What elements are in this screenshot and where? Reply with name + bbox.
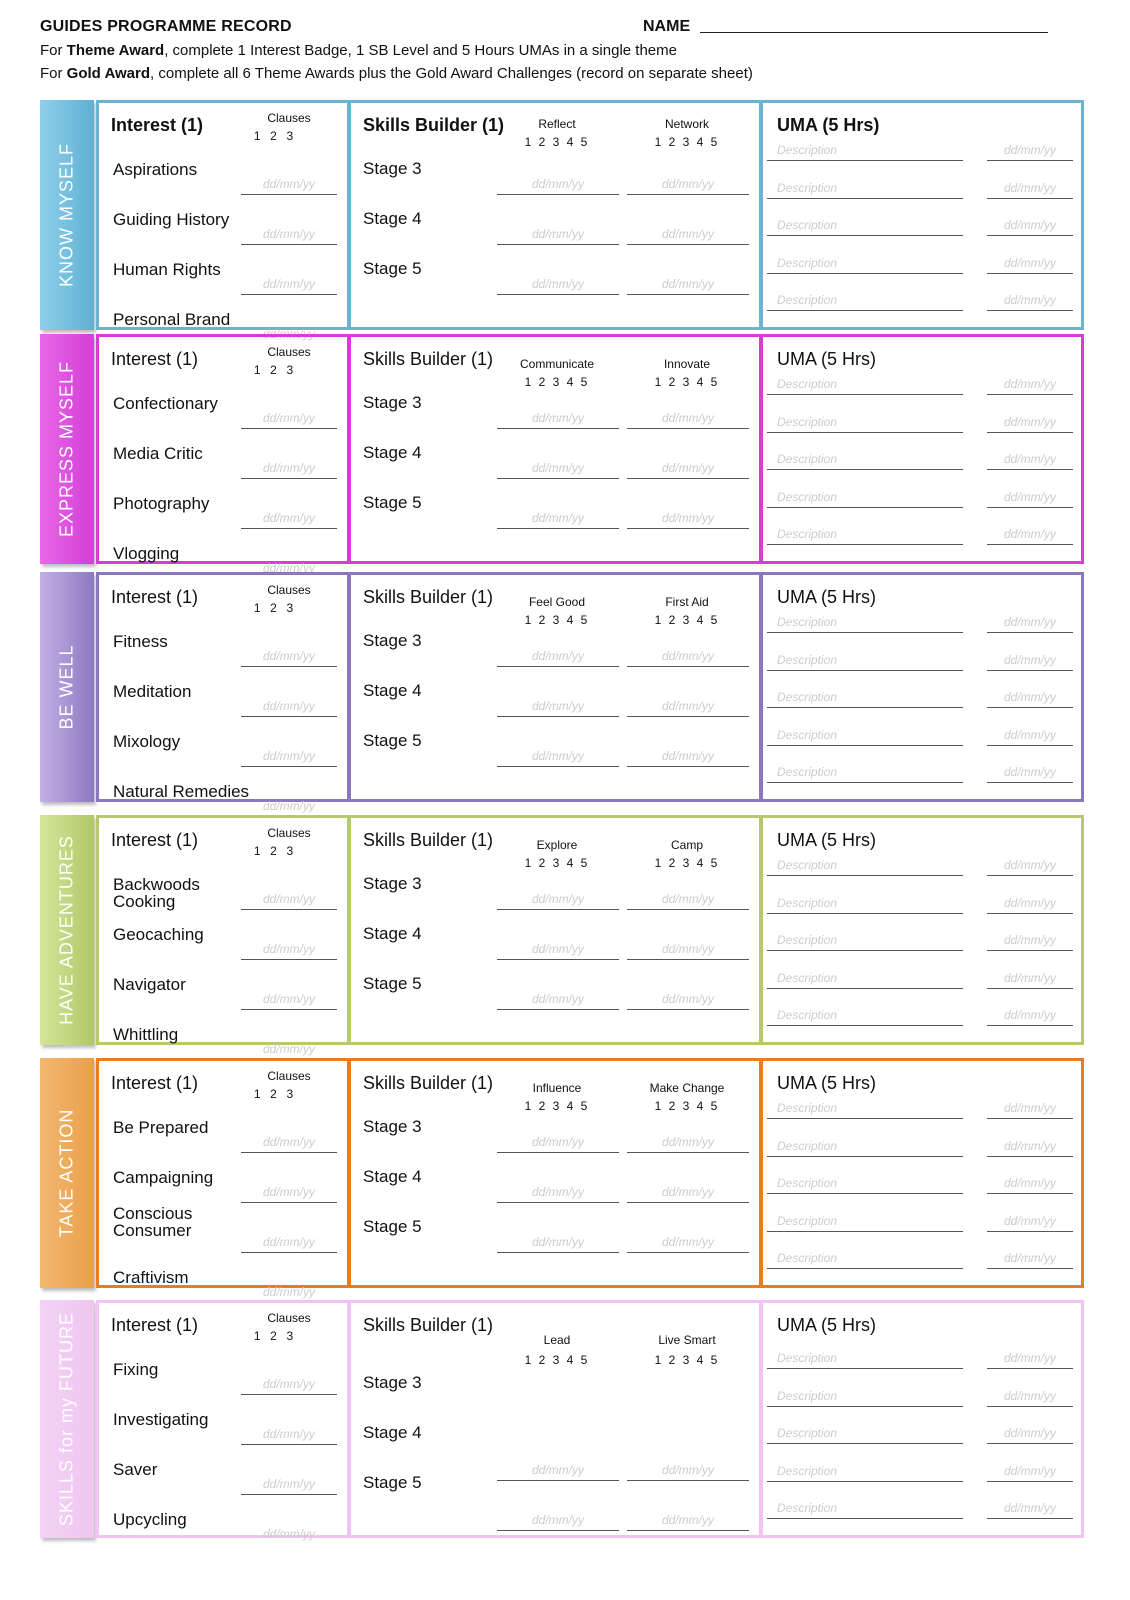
gold-award-instructions xyxy=(40,65,753,82)
date-field[interactable]: dd/mm/yy xyxy=(497,277,619,295)
uma-date-field[interactable]: dd/mm/yy xyxy=(987,933,1073,951)
uma-description-field[interactable]: Description xyxy=(767,653,963,671)
uma-description-field[interactable]: Description xyxy=(767,256,963,274)
skills-builder-panel xyxy=(348,334,762,564)
clauses-label: Clauses xyxy=(267,111,311,125)
uma-date-field[interactable]: dd/mm/yy xyxy=(987,1251,1073,1269)
date-field[interactable]: dd/mm/yy xyxy=(627,649,749,667)
uma-date-field[interactable]: dd/mm/yy xyxy=(987,218,1073,236)
theme-section xyxy=(40,1300,1084,1541)
interest-badge-name: Fixing xyxy=(113,1360,159,1379)
interest-badge-name: Whittling xyxy=(113,1025,179,1044)
skills-builder-panel xyxy=(348,1300,762,1538)
skills-builder-panel xyxy=(348,572,762,802)
date-field[interactable]: dd/mm/yy xyxy=(497,992,619,1010)
skill-name: Influence xyxy=(532,1081,582,1095)
uma-description-field[interactable]: Description xyxy=(767,1214,963,1232)
interest-badge-panel xyxy=(96,100,350,341)
stage-label: Stage 5 xyxy=(363,1217,422,1236)
interest-badge-panel xyxy=(96,815,350,1056)
date-field[interactable]: dd/mm/yy xyxy=(627,1135,749,1153)
date-field[interactable]: dd/mm/yy xyxy=(627,749,749,767)
clauses-label: Clauses xyxy=(267,1069,311,1083)
name-label: NAME xyxy=(643,18,691,35)
theme-tab xyxy=(40,815,94,1045)
text: For xyxy=(40,65,67,82)
uma-description-field[interactable]: Description xyxy=(767,690,963,708)
stage-label: Stage 3 xyxy=(363,393,422,412)
stage-label: Stage 4 xyxy=(363,681,422,700)
date-field[interactable]: dd/mm/yy xyxy=(241,649,337,667)
uma-panel xyxy=(760,1058,1084,1288)
date-field[interactable]: dd/mm/yy xyxy=(241,1135,337,1153)
date-field[interactable]: dd/mm/yy xyxy=(497,699,619,717)
interest-badge-name: Campaigning xyxy=(113,1168,214,1187)
date-field[interactable]: dd/mm/yy xyxy=(627,1185,749,1203)
clause-numbers: 1 2 3 xyxy=(253,1329,295,1343)
stage-label: Stage 3 xyxy=(363,874,422,893)
interest-badge-name: Natural Remedies xyxy=(113,782,250,801)
text: , complete 1 Interest Badge, 1 SB Level and 5 Hours UMAs in a single theme xyxy=(164,42,677,59)
skills-heading: Skills Builder (1) xyxy=(363,349,494,369)
date-field[interactable]: dd/mm/yy xyxy=(627,511,749,529)
theme-name: TAKE ACTION xyxy=(56,1108,77,1238)
date-field[interactable]: dd/mm/yy xyxy=(262,1527,315,1541)
date-field[interactable]: dd/mm/yy xyxy=(241,992,337,1010)
uma-date-field[interactable]: dd/mm/yy xyxy=(987,1008,1073,1026)
date-field[interactable]: dd/mm/yy xyxy=(241,227,337,245)
skill-name: Feel Good xyxy=(528,595,586,609)
date-field[interactable]: dd/mm/yy xyxy=(241,411,337,429)
date-field[interactable]: dd/mm/yy xyxy=(262,327,315,341)
uma-date-field[interactable]: dd/mm/yy xyxy=(987,690,1073,708)
text: For xyxy=(40,42,67,59)
interest-badge-name: Investigating xyxy=(113,1410,209,1429)
interest-badge-name: Craftivism xyxy=(113,1268,189,1287)
uma-description-field[interactable]: Description xyxy=(767,971,963,989)
date-field[interactable]: dd/mm/yy xyxy=(241,749,337,767)
uma-panel xyxy=(760,572,1084,802)
clause-numbers: 1 2 3 xyxy=(253,129,295,143)
date-field[interactable]: dd/mm/yy xyxy=(497,649,619,667)
date-field[interactable]: dd/mm/yy xyxy=(627,942,749,960)
interest-badge-name: Vlogging xyxy=(113,544,180,563)
stage-label: Stage 4 xyxy=(363,1423,422,1442)
date-field[interactable]: dd/mm/yy xyxy=(497,1513,619,1531)
stage-label: Stage 3 xyxy=(363,1373,422,1392)
stage-numbers: 1 2 3 4 5 xyxy=(654,613,720,627)
skill-name: Live Smart xyxy=(658,1333,716,1347)
date-field[interactable]: dd/mm/yy xyxy=(627,411,749,429)
uma-date-field[interactable]: dd/mm/yy xyxy=(987,1351,1073,1369)
interest-badge-panel xyxy=(96,334,350,575)
clauses-label: Clauses xyxy=(267,583,311,597)
uma-date-field[interactable]: dd/mm/yy xyxy=(987,615,1073,633)
date-field[interactable]: dd/mm/yy xyxy=(627,461,749,479)
uma-description-field[interactable]: Description xyxy=(767,1389,963,1407)
clauses-label: Clauses xyxy=(267,826,311,840)
stage-label: Stage 3 xyxy=(363,631,422,650)
stage-numbers: 1 2 3 4 5 xyxy=(524,856,590,870)
date-field[interactable]: dd/mm/yy xyxy=(241,511,337,529)
skill-name: Make Change xyxy=(649,1081,725,1095)
stage-numbers: 1 2 3 4 5 xyxy=(654,135,720,149)
date-field[interactable]: dd/mm/yy xyxy=(241,942,337,960)
gold-award-term: Gold Award xyxy=(66,65,151,82)
uma-panel xyxy=(760,815,1084,1045)
stage-label: Stage 3 xyxy=(363,159,422,178)
date-field[interactable]: dd/mm/yy xyxy=(627,699,749,717)
stage-label: Stage 4 xyxy=(363,443,422,462)
date-field[interactable]: dd/mm/yy xyxy=(241,277,337,295)
date-field[interactable]: dd/mm/yy xyxy=(241,461,337,479)
stage-label: Stage 5 xyxy=(363,493,422,512)
uma-description-field[interactable]: Description xyxy=(767,1008,963,1026)
interest-badge-name: Geocaching xyxy=(113,925,204,944)
uma-description-field[interactable]: Description xyxy=(767,896,963,914)
uma-date-field[interactable]: dd/mm/yy xyxy=(987,971,1073,989)
uma-description-field[interactable]: Description xyxy=(767,293,963,311)
uma-date-field[interactable]: dd/mm/yy xyxy=(987,256,1073,274)
date-field[interactable]: dd/mm/yy xyxy=(241,892,337,910)
date-field[interactable]: dd/mm/yy xyxy=(627,1235,749,1253)
date-field[interactable]: dd/mm/yy xyxy=(627,227,749,245)
stage-numbers: 1 2 3 4 5 xyxy=(654,1353,720,1367)
date-field[interactable]: dd/mm/yy xyxy=(241,1477,337,1495)
date-field[interactable]: dd/mm/yy xyxy=(627,892,749,910)
uma-description-field[interactable]: Description xyxy=(767,1251,963,1269)
uma-date-field[interactable]: dd/mm/yy xyxy=(987,452,1073,470)
date-field[interactable]: dd/mm/yy xyxy=(497,177,619,195)
uma-heading: UMA (5 Hrs) xyxy=(777,349,876,369)
skill-name: Camp xyxy=(670,838,703,852)
theme-name: SKILLS for my FUTURE xyxy=(56,1311,77,1527)
skill-name: First Aid xyxy=(665,595,709,609)
interest-badge-name: Aspirations xyxy=(113,160,198,179)
theme-name: EXPRESS MYSELF xyxy=(56,360,77,538)
uma-date-field[interactable]: dd/mm/yy xyxy=(987,1501,1073,1519)
date-field[interactable]: dd/mm/yy xyxy=(262,799,315,813)
stage-label: Stage 4 xyxy=(363,1167,422,1186)
interest-badge-name: Navigator xyxy=(113,975,186,994)
uma-date-field[interactable]: dd/mm/yy xyxy=(987,1389,1073,1407)
interest-badge-name: Backwoods Cooking xyxy=(113,875,200,911)
stage-numbers: 1 2 3 4 5 xyxy=(524,135,590,149)
date-field[interactable]: dd/mm/yy xyxy=(497,1135,619,1153)
uma-description-field[interactable]: Description xyxy=(767,181,963,199)
uma-date-field[interactable]: dd/mm/yy xyxy=(987,527,1073,545)
date-field[interactable]: dd/mm/yy xyxy=(241,1377,337,1395)
interest-badge-name: Fitness xyxy=(113,632,168,651)
interest-badge-name: Meditation xyxy=(113,682,192,701)
date-field[interactable]: dd/mm/yy xyxy=(627,1513,749,1531)
theme-award-term: Theme Award xyxy=(66,42,165,59)
uma-heading: UMA (5 Hrs) xyxy=(777,115,880,135)
stage-label: Stage 5 xyxy=(363,731,422,750)
uma-panel xyxy=(760,1300,1084,1538)
skills-builder-panel xyxy=(348,1058,762,1288)
skills-heading: Skills Builder (1) xyxy=(363,115,505,135)
uma-description-field[interactable]: Description xyxy=(767,1426,963,1444)
stage-numbers: 1 2 3 4 5 xyxy=(654,375,720,389)
uma-description-field[interactable]: Description xyxy=(767,527,963,545)
theme-name: HAVE ADVENTURES xyxy=(56,835,77,1025)
uma-description-field[interactable]: Description xyxy=(767,1464,963,1482)
interest-badge-name: Upcycling xyxy=(113,1510,187,1529)
theme-award-instructions xyxy=(40,42,677,59)
stage-numbers: 1 2 3 4 5 xyxy=(524,1099,590,1113)
interest-heading: Interest (1) xyxy=(111,1073,199,1093)
uma-description-field[interactable]: Description xyxy=(767,1101,963,1119)
interest-heading: Interest (1) xyxy=(111,587,199,607)
date-field[interactable]: dd/mm/yy xyxy=(497,1235,619,1253)
theme-section xyxy=(40,1058,1084,1299)
interest-badge-name: Guiding History xyxy=(113,210,230,229)
uma-date-field[interactable]: dd/mm/yy xyxy=(987,143,1073,161)
date-field[interactable]: dd/mm/yy xyxy=(241,1427,337,1445)
uma-date-field[interactable]: dd/mm/yy xyxy=(987,896,1073,914)
uma-date-field[interactable]: dd/mm/yy xyxy=(987,1139,1073,1157)
uma-date-field[interactable]: dd/mm/yy xyxy=(987,653,1073,671)
clause-numbers: 1 2 3 xyxy=(253,363,295,377)
uma-description-field[interactable]: Description xyxy=(767,377,963,395)
uma-description-field[interactable]: Description xyxy=(767,1176,963,1194)
theme-tab xyxy=(40,1300,94,1538)
document-title: GUIDES PROGRAMME RECORD xyxy=(40,18,292,35)
date-field[interactable]: dd/mm/yy xyxy=(627,992,749,1010)
uma-heading: UMA (5 Hrs) xyxy=(777,1315,876,1335)
uma-date-field[interactable]: dd/mm/yy xyxy=(987,377,1073,395)
stage-numbers: 1 2 3 4 5 xyxy=(524,1353,590,1367)
date-field[interactable]: dd/mm/yy xyxy=(627,1463,749,1481)
interest-badge-panel xyxy=(96,572,350,813)
uma-description-field[interactable]: Description xyxy=(767,615,963,633)
clauses-label: Clauses xyxy=(267,1311,311,1325)
theme-section xyxy=(40,100,1084,341)
skill-name: Network xyxy=(664,117,709,131)
date-field[interactable]: dd/mm/yy xyxy=(497,411,619,429)
name-field[interactable] xyxy=(700,32,1048,33)
date-field[interactable]: dd/mm/yy xyxy=(497,1463,619,1481)
uma-date-field[interactable]: dd/mm/yy xyxy=(987,1464,1073,1482)
date-field[interactable]: dd/mm/yy xyxy=(241,1185,337,1203)
skill-name: Communicate xyxy=(519,357,595,371)
uma-description-field[interactable]: Description xyxy=(767,1501,963,1519)
clause-numbers: 1 2 3 xyxy=(253,844,295,858)
interest-badge-name: Mixology xyxy=(113,732,181,751)
uma-description-field[interactable]: Description xyxy=(767,1139,963,1157)
theme-name: KNOW MYSELF xyxy=(56,142,77,288)
stage-label: Stage 5 xyxy=(363,1473,422,1492)
date-field[interactable]: dd/mm/yy xyxy=(262,1042,315,1056)
date-field[interactable]: dd/mm/yy xyxy=(262,561,315,575)
skills-builder-panel xyxy=(348,100,762,330)
skill-name: Innovate xyxy=(663,357,711,371)
stage-numbers: 1 2 3 4 5 xyxy=(524,613,590,627)
stage-numbers: 1 2 3 4 5 xyxy=(524,375,590,389)
skill-name: Explore xyxy=(536,838,578,852)
clause-numbers: 1 2 3 xyxy=(253,601,295,615)
uma-description-field[interactable]: Description xyxy=(767,415,963,433)
uma-description-field[interactable]: Description xyxy=(767,933,963,951)
uma-date-field[interactable]: dd/mm/yy xyxy=(987,858,1073,876)
uma-date-field[interactable]: dd/mm/yy xyxy=(987,181,1073,199)
interest-badge-name: Conscious Consumer xyxy=(113,1204,193,1240)
uma-description-field[interactable]: Description xyxy=(767,490,963,508)
clauses-label: Clauses xyxy=(267,345,311,359)
text: , complete all 6 Theme Awards plus the Gold Award Challenges (record on separate sheet) xyxy=(150,65,753,82)
theme-tab xyxy=(40,334,94,564)
date-field[interactable]: dd/mm/yy xyxy=(497,1185,619,1203)
uma-panel xyxy=(760,100,1084,330)
interest-heading: Interest (1) xyxy=(111,115,204,135)
stage-label: Stage 5 xyxy=(363,259,422,278)
stage-numbers: 1 2 3 4 5 xyxy=(654,856,720,870)
date-field[interactable]: dd/mm/yy xyxy=(497,749,619,767)
stage-label: Stage 3 xyxy=(363,1117,422,1136)
theme-section xyxy=(40,572,1084,813)
uma-heading: UMA (5 Hrs) xyxy=(777,587,876,607)
uma-panel xyxy=(760,334,1084,564)
skills-heading: Skills Builder (1) xyxy=(363,1315,494,1335)
interest-heading: Interest (1) xyxy=(111,349,199,369)
date-field[interactable]: dd/mm/yy xyxy=(497,461,619,479)
date-field[interactable]: dd/mm/yy xyxy=(241,699,337,717)
theme-tab xyxy=(40,572,94,802)
date-field[interactable]: dd/mm/yy xyxy=(627,177,749,195)
stage-label: Stage 4 xyxy=(363,209,422,228)
skill-name: Lead xyxy=(543,1333,571,1347)
uma-description-field[interactable]: Description xyxy=(767,858,963,876)
interest-badge-panel xyxy=(96,1300,350,1541)
interest-badge-name: Be Prepared xyxy=(113,1118,209,1137)
theme-tab xyxy=(40,100,94,330)
stage-label: Stage 4 xyxy=(363,924,422,943)
date-field[interactable]: dd/mm/yy xyxy=(241,1235,337,1253)
uma-date-field[interactable]: dd/mm/yy xyxy=(987,490,1073,508)
stage-label: Stage 5 xyxy=(363,974,422,993)
uma-description-field[interactable]: Description xyxy=(767,218,963,236)
uma-description-field[interactable]: Description xyxy=(767,765,963,783)
date-field[interactable]: dd/mm/yy xyxy=(627,277,749,295)
uma-heading: UMA (5 Hrs) xyxy=(777,830,876,850)
uma-description-field[interactable]: Description xyxy=(767,143,963,161)
interest-badge-name: Media Critic xyxy=(113,444,203,463)
skills-heading: Skills Builder (1) xyxy=(363,587,494,607)
theme-name: BE WELL xyxy=(56,644,77,730)
theme-section xyxy=(40,815,1084,1056)
date-field[interactable]: dd/mm/yy xyxy=(497,892,619,910)
interest-badge-panel xyxy=(96,1058,350,1299)
date-field[interactable]: dd/mm/yy xyxy=(262,1285,315,1299)
uma-date-field[interactable]: dd/mm/yy xyxy=(987,1176,1073,1194)
uma-description-field[interactable]: Description xyxy=(767,452,963,470)
date-field[interactable]: dd/mm/yy xyxy=(497,511,619,529)
uma-date-field[interactable]: dd/mm/yy xyxy=(987,728,1073,746)
uma-date-field[interactable]: dd/mm/yy xyxy=(987,1101,1073,1119)
interest-heading: Interest (1) xyxy=(111,830,199,850)
uma-heading: UMA (5 Hrs) xyxy=(777,1073,876,1093)
interest-badge-name: Saver xyxy=(113,1460,158,1479)
uma-date-field[interactable]: dd/mm/yy xyxy=(987,1214,1073,1232)
uma-date-field[interactable]: dd/mm/yy xyxy=(987,1426,1073,1444)
date-field[interactable]: dd/mm/yy xyxy=(241,177,337,195)
theme-section xyxy=(40,334,1084,575)
theme-tab xyxy=(40,1058,94,1288)
skills-builder-panel xyxy=(348,815,762,1045)
skill-name: Reflect xyxy=(538,117,576,131)
date-field[interactable]: dd/mm/yy xyxy=(497,227,619,245)
stage-numbers: 1 2 3 4 5 xyxy=(654,1099,720,1113)
uma-date-field[interactable]: dd/mm/yy xyxy=(987,765,1073,783)
interest-badge-name: Human Rights xyxy=(113,260,221,279)
interest-badge-name: Confectionary xyxy=(113,394,218,413)
interest-badge-name: Personal Brand xyxy=(113,310,231,329)
uma-description-field[interactable]: Description xyxy=(767,728,963,746)
date-field[interactable]: dd/mm/yy xyxy=(497,942,619,960)
uma-date-field[interactable]: dd/mm/yy xyxy=(987,293,1073,311)
skills-heading: Skills Builder (1) xyxy=(363,830,494,850)
interest-badge-name: Photography xyxy=(113,494,210,513)
clause-numbers: 1 2 3 xyxy=(253,1087,295,1101)
skills-heading: Skills Builder (1) xyxy=(363,1073,494,1093)
interest-heading: Interest (1) xyxy=(111,1315,199,1335)
uma-date-field[interactable]: dd/mm/yy xyxy=(987,415,1073,433)
uma-description-field[interactable]: Description xyxy=(767,1351,963,1369)
